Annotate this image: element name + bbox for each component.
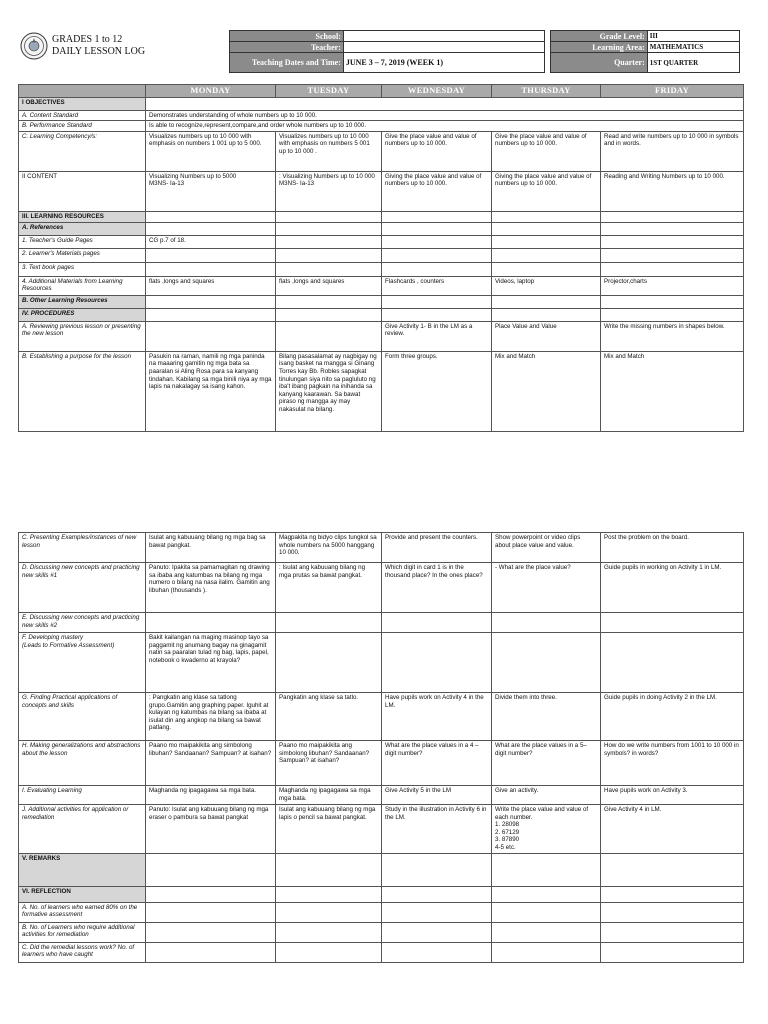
cell-tuesday[interactable] xyxy=(276,262,382,276)
cell-monday[interactable]: CG p.7 of 18. xyxy=(146,235,276,248)
cell-wednesday[interactable] xyxy=(382,262,492,276)
cell-monday[interactable]: Maghanda ng ipagagawa sa mga bata. xyxy=(146,786,276,805)
cell-thursday[interactable]: - What are the place value? xyxy=(492,563,601,613)
cell-wednesday[interactable] xyxy=(382,922,492,942)
cell-wednesday[interactable] xyxy=(382,248,492,262)
cell-wednesday[interactable]: Have pupils work on Activity 4 in the LM. xyxy=(382,693,492,741)
cell-thursday[interactable] xyxy=(492,295,601,308)
cell-tuesday[interactable]: : Isulat ang kabuuang bilang ng mga prutas sa bawat pangkat. xyxy=(276,563,382,613)
row-ii-content xyxy=(19,171,744,211)
row-label: I OBJECTIVES xyxy=(19,97,146,110)
day-header-monday: MONDAY xyxy=(146,85,276,98)
grade-label: Grade Level: xyxy=(550,31,647,42)
row-i-evaluating-learning xyxy=(19,786,744,805)
cell-wednesday[interactable]: Study in the illustration in Activity 6 in the LM. xyxy=(382,805,492,854)
row-c-presenting-examples-instances-of-new-l xyxy=(19,533,744,563)
row-label: 1. Teacher's Guide Pages xyxy=(19,235,146,248)
cell-monday[interactable] xyxy=(146,942,276,962)
row-label: H. Making generalizations and abstractions about the lesson xyxy=(19,741,146,786)
cell-tuesday[interactable]: : Visualizing Numbers up to 10 000 M3NS- Ia-13 xyxy=(276,171,382,211)
cell-wednesday[interactable]: Which digit in card 1 is in the thousand place? In the ones place? xyxy=(382,563,492,613)
dates-label: Teaching Dates and Time: xyxy=(230,53,344,73)
cell-friday[interactable] xyxy=(601,902,744,922)
row-label: A. Reviewing previous lesson or presenting the new lesson xyxy=(19,321,146,351)
cell-friday[interactable]: How do we write numbers from 1001 to 10 000 in symbols? in words? xyxy=(601,741,744,786)
row-2-learner-s-materials-pages xyxy=(19,248,744,262)
cell-monday[interactable] xyxy=(146,902,276,922)
row-label: G. Finding Practical applications of concepts and skills xyxy=(19,693,146,741)
row-a-content-standard xyxy=(19,110,744,121)
cell-thursday[interactable] xyxy=(492,633,601,693)
cell-tuesday[interactable] xyxy=(276,922,382,942)
cell-friday[interactable] xyxy=(601,262,744,276)
cell-monday[interactable]: Bakit kailangan na maging masinop tayo sa paggamit ng anumang bagay na ginagamit natin sa paaralan tulad ng bag, lapis, papel, notebook o kwaderno at krayola? xyxy=(146,633,276,693)
cell-tuesday[interactable]: Bilang pasasalamat ay nagbigay ng isang basket na mangga si Ginang Torres kay Bb. Robles sapagkat tinulungan siya nito sa pagluluto ng iba't ibang pagkain na inihanda sa kanyang kaarawan. Sa bawat piraso ng mangga ay may nakasulat na bilang. xyxy=(276,351,382,431)
row-label: C. Learning Competency/s: xyxy=(19,131,146,171)
grade-field[interactable]: III xyxy=(647,31,739,42)
row-a-reviewing-previous-lesson-or-presentin xyxy=(19,321,744,351)
cell-friday[interactable] xyxy=(601,886,744,902)
row-h-making-generalizations-and-abstraction xyxy=(19,741,744,786)
cell-monday[interactable]: Pasukin na raman, namili ng mga paninda na maaaring gamitin ng mga bata sa paaralan si Aling Rosa para sa kanyang tindahan. Kabilang sa mga binili niya ay mga lapis na nakalagay sa isang kahon. xyxy=(146,351,276,431)
teacher-label: Teacher: xyxy=(230,42,344,53)
quarter-label: Quarter: xyxy=(550,53,647,73)
cell-wednesday[interactable] xyxy=(382,308,492,321)
cell-friday[interactable] xyxy=(601,942,744,962)
cell-tuesday[interactable] xyxy=(276,222,382,235)
cell-monday[interactable] xyxy=(146,321,276,351)
cell-monday[interactable]: Visualizes numbers up to 10 000 with emphasis on numbers 1 001 up to 5 000. xyxy=(146,131,276,171)
day-header-wednesday: WEDNESDAY xyxy=(382,85,492,98)
row-3-text-book-pages xyxy=(19,262,744,276)
row-i-objectives xyxy=(19,97,744,110)
cell-wednesday[interactable] xyxy=(382,613,492,633)
cell-thursday[interactable] xyxy=(492,262,601,276)
deped-seal-icon xyxy=(20,32,48,60)
school-label: School: xyxy=(230,31,344,42)
row-label: III. LEARNING RESOURCES xyxy=(19,211,146,222)
row-label: IV. PROCEDURES xyxy=(19,308,146,321)
cell-friday[interactable]: Reading and Writing Numbers up to 10 000. xyxy=(601,171,744,211)
teacher-field[interactable] xyxy=(343,42,544,53)
cell-friday[interactable]: Give Activity 4 in LM. xyxy=(601,805,744,854)
cell-thursday[interactable] xyxy=(492,222,601,235)
cell-wednesday[interactable] xyxy=(382,902,492,922)
cell-friday[interactable] xyxy=(601,613,744,633)
cell-monday[interactable] xyxy=(146,886,276,902)
day-header-corner xyxy=(19,85,146,98)
row-label: J. Additional activities for application or remediation xyxy=(19,805,146,854)
row-4-additional-materials-from-learning-res xyxy=(19,276,744,295)
cell-friday[interactable] xyxy=(601,211,744,222)
cell-friday[interactable]: Guide pupils in working on Activity 1 in LM. xyxy=(601,563,744,613)
cell-thursday[interactable]: Show powerpoint or video clips about place value and value. xyxy=(492,533,601,563)
title-line-2: DAILY LESSON LOG xyxy=(52,46,146,57)
cell-monday[interactable] xyxy=(146,613,276,633)
cell-friday[interactable]: Read and write numbers up to 10 000 in symbols and in words. xyxy=(601,131,744,171)
cell-wednesday[interactable] xyxy=(382,886,492,902)
dates-field[interactable]: JUNE 3 – 7, 2019 (WEEK 1) xyxy=(343,53,544,73)
cell-wednesday[interactable] xyxy=(382,211,492,222)
cell-friday[interactable] xyxy=(601,222,744,235)
cell-friday[interactable] xyxy=(601,248,744,262)
day-header-friday: FRIDAY xyxy=(601,85,744,98)
cell-blank xyxy=(146,97,744,110)
row-iv-procedures xyxy=(19,308,744,321)
cell-tuesday[interactable] xyxy=(276,886,382,902)
cell-monday[interactable] xyxy=(146,922,276,942)
cell-monday[interactable]: Isulat ang kabuuang bilang ng mga bag sa bawat pangkat. xyxy=(146,533,276,563)
cell-monday[interactable] xyxy=(146,262,276,276)
row-c-learning-competency-s xyxy=(19,131,744,171)
cell-wednesday[interactable] xyxy=(382,633,492,693)
day-header-row xyxy=(19,85,744,98)
cell-tuesday[interactable] xyxy=(276,295,382,308)
cell-tuesday[interactable]: Magpakita ng bidyo clips tungkol sa whole numbers na 5000 hanggang 10 000. xyxy=(276,533,382,563)
cell-tuesday[interactable] xyxy=(276,308,382,321)
row-label: 4. Additional Materials from Learning Resources xyxy=(19,276,146,295)
header xyxy=(18,30,740,78)
cell-tuesday[interactable] xyxy=(276,633,382,693)
cell-friday[interactable]: Mix and Match xyxy=(601,351,744,431)
cell-friday[interactable]: Guide pupils in doing Activity 2 in the LM. xyxy=(601,693,744,741)
cell-wednesday[interactable]: Give Activity 1- B in the LM as a review. xyxy=(382,321,492,351)
row-label: C. Did the remedial lessons work? No. of learners who have caught xyxy=(19,942,146,962)
row-label: E. Discussing new concepts and practicing new skills #2 xyxy=(19,613,146,633)
row-label: C. Presenting Examples/instances of new lesson xyxy=(19,533,146,563)
cell-friday[interactable] xyxy=(601,633,744,693)
row-b-performance-standard xyxy=(19,121,744,132)
row-iii-learning-resources xyxy=(19,211,744,222)
cell-thursday[interactable]: Place Value and Value xyxy=(492,321,601,351)
cell-monday[interactable] xyxy=(146,308,276,321)
cell-friday[interactable] xyxy=(601,922,744,942)
cell-monday[interactable] xyxy=(146,211,276,222)
cell-thursday[interactable] xyxy=(492,308,601,321)
cell-wednesday[interactable]: Provide and present the counters. xyxy=(382,533,492,563)
cell-wednesday[interactable]: Form three groups. xyxy=(382,351,492,431)
row-label: B. Performance Standard xyxy=(19,121,146,132)
cell-thursday[interactable] xyxy=(492,942,601,962)
cell-tuesday[interactable] xyxy=(276,321,382,351)
cell-monday[interactable] xyxy=(146,248,276,262)
cell-all-days[interactable]: Is able to recognize,represent,compare,and order whole numbers up to 10 000. xyxy=(146,121,744,132)
cell-monday[interactable]: Visualizing Numbers up to 5000 M3NS- Ia-13 xyxy=(146,171,276,211)
cell-monday[interactable]: Panuto: Isulat ang kabuuang bilang ng mga eraser o pambura sa bawat pangkat xyxy=(146,805,276,854)
cell-monday[interactable] xyxy=(146,295,276,308)
school-field[interactable] xyxy=(343,31,544,42)
row-label: B. Establishing a purpose for the lesson xyxy=(19,351,146,431)
cell-friday[interactable] xyxy=(601,308,744,321)
cell-tuesday[interactable] xyxy=(276,853,382,886)
lesson-log-table-top xyxy=(18,84,744,432)
cell-friday[interactable]: Projector,charts xyxy=(601,276,744,295)
cell-wednesday[interactable]: Flashcards , counters xyxy=(382,276,492,295)
row-b-establishing-a-purpose-for-the-lesson xyxy=(19,351,744,431)
row-j-additional-activities-for-application- xyxy=(19,805,744,854)
cell-tuesday[interactable] xyxy=(276,902,382,922)
row-label: A. References xyxy=(19,222,146,235)
cell-tuesday[interactable] xyxy=(276,211,382,222)
day-header-thursday: THURSDAY xyxy=(492,85,601,98)
cell-thursday[interactable]: Divide them into three. xyxy=(492,693,601,741)
cell-wednesday[interactable]: Give the place value and value of numbers up to 10 000. xyxy=(382,131,492,171)
header-info-table xyxy=(229,30,740,73)
row-b-other-learning-resources xyxy=(19,295,744,308)
cell-thursday[interactable]: Give the place value and value of numbers up to 10 000. xyxy=(492,131,601,171)
cell-wednesday[interactable]: What are the place values in a 4 –digit number? xyxy=(382,741,492,786)
lesson-log-table-bottom xyxy=(18,532,744,963)
cell-wednesday[interactable]: Giving the place value and value of numbers up to 10 000. xyxy=(382,171,492,211)
cell-monday[interactable] xyxy=(146,853,276,886)
row-label: A. No. of learners who earned 80% on the formative assessment xyxy=(19,902,146,922)
cell-friday[interactable]: Post the problem on the board. xyxy=(601,533,744,563)
cell-tuesday[interactable]: Pangkatin ang klase sa tatlo. xyxy=(276,693,382,741)
row-f-developing-mastery-leads-to-formative- xyxy=(19,633,744,693)
cell-thursday[interactable]: Videos, laptop xyxy=(492,276,601,295)
cell-thursday[interactable]: Mix and Match xyxy=(492,351,601,431)
area-label: Learning Area: xyxy=(550,42,647,53)
cell-all-days[interactable]: Demonstrates understanding of whole numbers up to 10 000. xyxy=(146,110,744,121)
cell-thursday[interactable]: What are the place values in a 5–digit number? xyxy=(492,741,601,786)
row-label: VI. REFLECTION xyxy=(19,886,146,902)
cell-monday[interactable]: Paano mo maipakikita ang simbolong libuhan? Sandaanan? Sampuan? at isahan? xyxy=(146,741,276,786)
cell-tuesday[interactable] xyxy=(276,942,382,962)
row-1-teacher-s-guide-pages xyxy=(19,235,744,248)
row-label: 2. Learner's Materials pages xyxy=(19,248,146,262)
cell-wednesday[interactable]: Give Activity 5 in the LM xyxy=(382,786,492,805)
cell-tuesday[interactable]: Isulat ang kabuuang bilang ng mga lapis o pencil sa bawat pangkat. xyxy=(276,805,382,854)
area-field[interactable]: MATHEMATICS xyxy=(647,42,739,53)
cell-monday[interactable] xyxy=(146,222,276,235)
row-label: V. REMARKS xyxy=(19,853,146,886)
cell-tuesday[interactable] xyxy=(276,235,382,248)
cell-wednesday[interactable] xyxy=(382,853,492,886)
cell-wednesday[interactable] xyxy=(382,222,492,235)
cell-tuesday[interactable]: Visualizes numbers up to 10 000 with emphasis on numbers 5 001 up to 10 000 . xyxy=(276,131,382,171)
day-header-tuesday: TUESDAY xyxy=(276,85,382,98)
cell-friday[interactable] xyxy=(601,235,744,248)
cell-thursday[interactable] xyxy=(492,902,601,922)
cell-thursday[interactable]: Giving the place value and value of numbers up to 10 000. xyxy=(492,171,601,211)
cell-monday[interactable]: Panuto: Ipakita sa pamamagitan ng drawing sa ibaba ang katumbas na bilang ng mga numero o bilang na nasa ilalim. Gamitin ang libuhan (thousands ). xyxy=(146,563,276,613)
row-d-discussing-new-concepts-and-practicing xyxy=(19,563,744,613)
cell-friday[interactable] xyxy=(601,853,744,886)
cell-tuesday[interactable]: Maghanda ng ipagagawa sa mga mga bata. xyxy=(276,786,382,805)
row-b-no-of-learners-who-require-additional- xyxy=(19,922,744,942)
row-label: B. No. of Learners who require additional activities for remediation xyxy=(19,922,146,942)
row-g-finding-practical-applications-of-conc xyxy=(19,693,744,741)
cell-thursday[interactable] xyxy=(492,922,601,942)
cell-thursday[interactable]: Write the place value and value of each number. 1. 28098 2. 67129 3. 87890 4-5 etc. xyxy=(492,805,601,854)
row-c-did-the-remedial-lessons-work-no-of-le xyxy=(19,942,744,962)
cell-thursday[interactable]: Give an activity. xyxy=(492,786,601,805)
row-v-remarks xyxy=(19,853,744,886)
row-label: II CONTENT xyxy=(19,171,146,211)
row-a-no-of-learners-who-earned-80-on-the-fo xyxy=(19,902,744,922)
cell-wednesday[interactable] xyxy=(382,235,492,248)
cell-thursday[interactable] xyxy=(492,886,601,902)
cell-friday[interactable] xyxy=(601,295,744,308)
cell-thursday[interactable] xyxy=(492,211,601,222)
row-e-discussing-new-concepts-and-practicing xyxy=(19,613,744,633)
row-label: B. Other Learning Resources xyxy=(19,295,146,308)
cell-tuesday[interactable] xyxy=(276,248,382,262)
title-line-1: GRADES 1 to 12 xyxy=(52,34,123,45)
cell-tuesday[interactable] xyxy=(276,613,382,633)
cell-thursday[interactable] xyxy=(492,248,601,262)
cell-monday[interactable]: flats ,longs and squares xyxy=(146,276,276,295)
cell-tuesday[interactable]: flats ,longs and squares xyxy=(276,276,382,295)
cell-monday[interactable]: : Pangkatin ang klase sa tatlong grupo.Gamitin ang graphing paper. Iguhit at kulayan ng katumbas na bilang sa ibaba at isulat din ang angkop na bilang sa bawat patlang. xyxy=(146,693,276,741)
quarter-field[interactable]: 1ST QUARTER xyxy=(647,53,739,73)
cell-thursday[interactable] xyxy=(492,613,601,633)
cell-friday[interactable]: Have pupils work on Activity 3. xyxy=(601,786,744,805)
cell-thursday[interactable] xyxy=(492,853,601,886)
row-label: 3. Text book pages xyxy=(19,262,146,276)
cell-thursday[interactable] xyxy=(492,235,601,248)
cell-wednesday[interactable] xyxy=(382,295,492,308)
row-label: I. Evaluating Learning xyxy=(19,786,146,805)
cell-tuesday[interactable]: Paano mo maipakikita ang simbolong libuhan? Sandaanan? Sampuan? at isahan? xyxy=(276,741,382,786)
row-label: F. Developing mastery (Leads to Formative Assessment) xyxy=(19,633,146,693)
row-label: D. Discussing new concepts and practicing new skills #1 xyxy=(19,563,146,613)
row-label: A. Content Standard xyxy=(19,110,146,121)
cell-wednesday[interactable] xyxy=(382,942,492,962)
row-a-references xyxy=(19,222,744,235)
log-title xyxy=(52,34,145,58)
cell-friday[interactable]: Write the missing numbers in shapes below. xyxy=(601,321,744,351)
row-vi-reflection xyxy=(19,886,744,902)
